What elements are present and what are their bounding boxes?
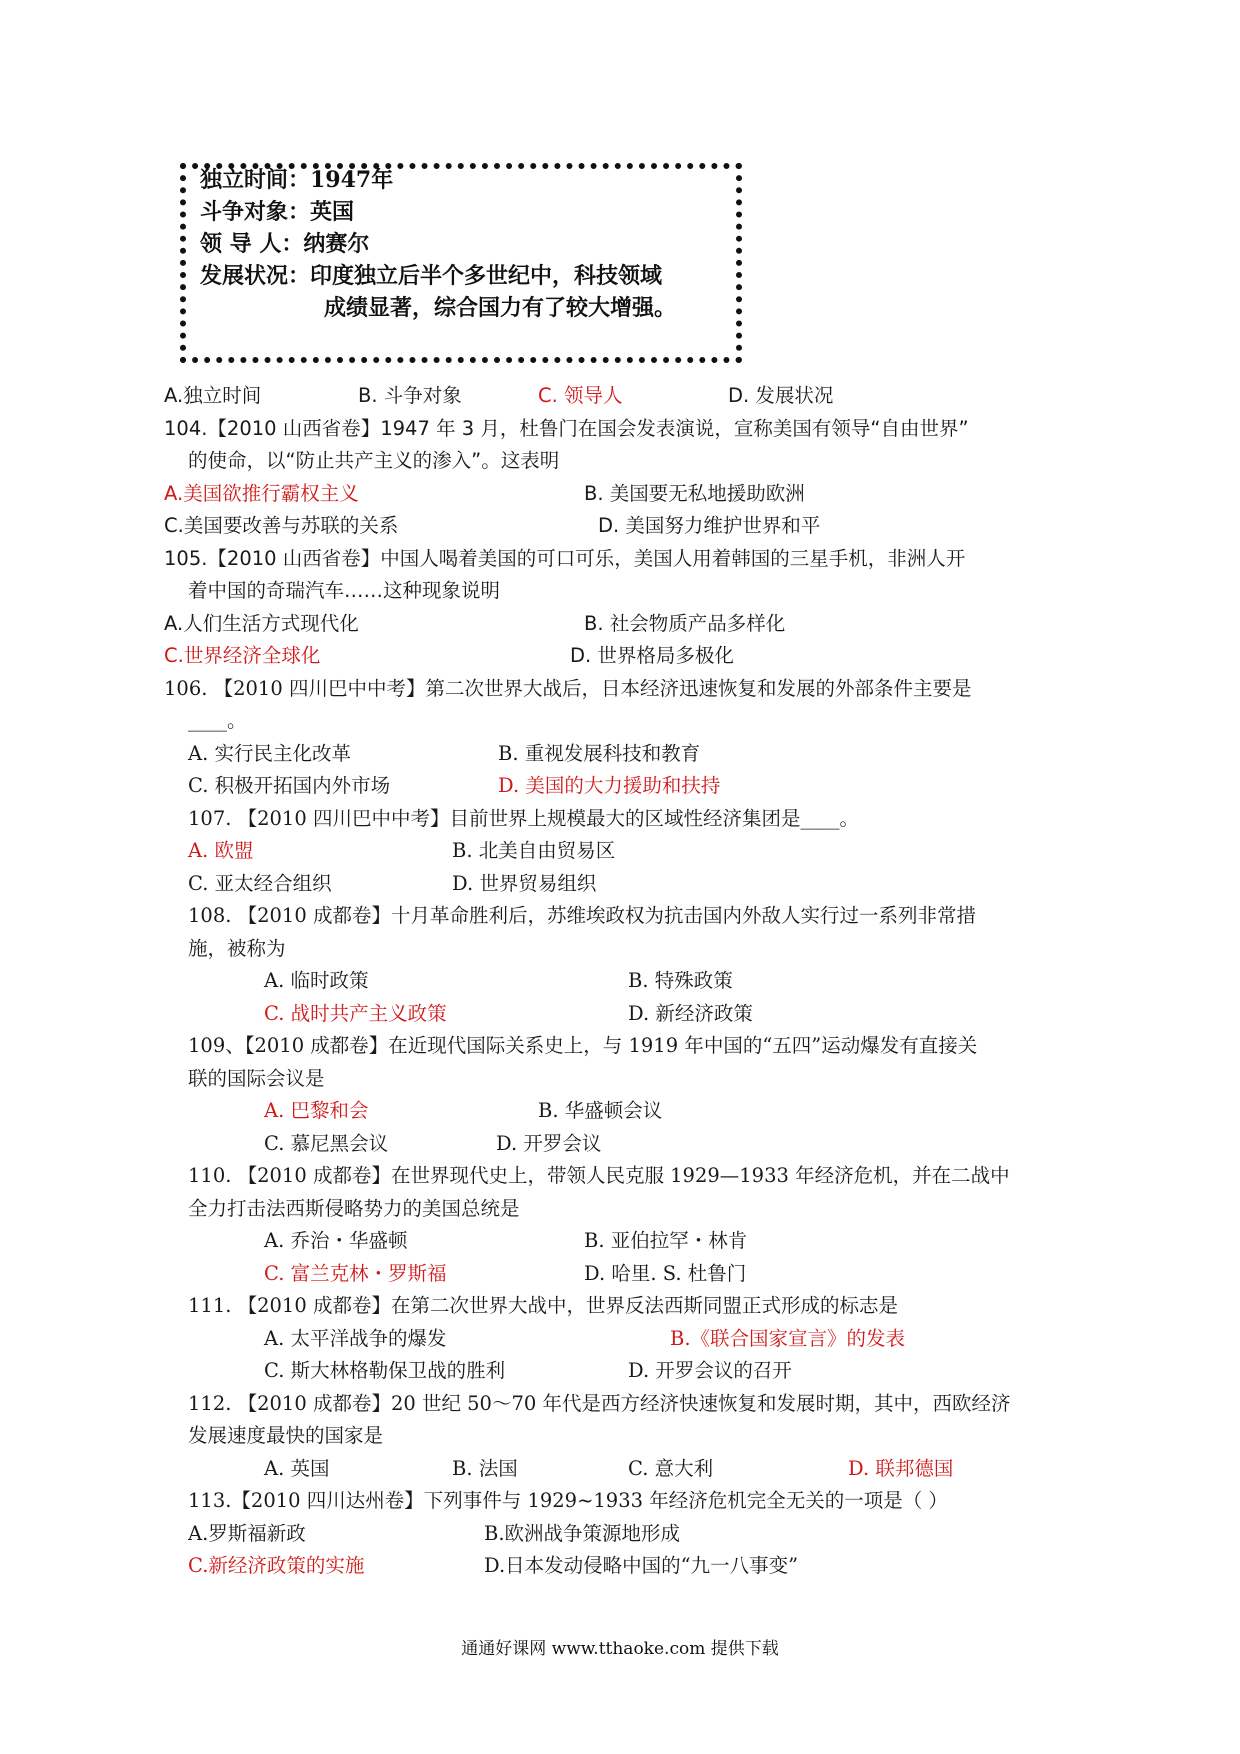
q104-option-d: D. 美国努力维护世界和平 bbox=[598, 514, 821, 537]
q107-option-c: C. 亚太经合组织 bbox=[188, 872, 332, 895]
q104-stem-line2: 的使命，以“防止共产主义的渗入”。这表明 bbox=[188, 449, 560, 472]
q111-stem-line1: 111. 【2010 成都卷】在第二次世界大战中，世界反法西斯同盟正式形成的标志是 bbox=[188, 1294, 898, 1317]
q105-option-b: B. 社会物质产品多样化 bbox=[584, 612, 786, 635]
q105-stem-line1: 105.【2010 山西省卷】中国人喝着美国的可口可乐，美国人用着韩国的三星手机，非洲人开 bbox=[164, 547, 966, 570]
q104-stem-line1: 104.【2010 山西省卷】1947 年 3 月，杜鲁门在国会发表演说，宣称美国有领导“自由世界” bbox=[164, 417, 969, 440]
q112-stem-line1: 112. 【2010 成都卷】20 世纪 50～70 年代是西方经济快速恢复和发展时期，其中，西欧经济 bbox=[188, 1392, 1011, 1415]
q103-option-a: A.独立时间 bbox=[164, 384, 262, 407]
q109-stem-line1: 109、【2010 成都卷】在近现代国际关系史上，与 1919 年中国的“五四”运动爆发有直接关 bbox=[188, 1034, 978, 1057]
q105-option-a: A.人们生活方式现代化 bbox=[164, 612, 359, 635]
q113-option-a: A.罗斯福新政 bbox=[188, 1522, 306, 1545]
info-box bbox=[180, 163, 742, 363]
q105-stem-line2: 着中国的奇瑞汽车……这种现象说明 bbox=[188, 579, 501, 602]
q106-option-a: A. 实行民主化改革 bbox=[188, 742, 351, 765]
q106-option-d: D. 美国的大力援助和扶持 bbox=[498, 774, 721, 797]
q112-option-c: C. 意大利 bbox=[628, 1457, 714, 1480]
info-line-leader: 领 导 人：纳赛尔 bbox=[200, 231, 370, 257]
q110-option-c: C. 富兰克林・罗斯福 bbox=[264, 1262, 447, 1285]
info-line-opponent: 斗争对象：英国 bbox=[200, 199, 355, 225]
q106-stem-line2: ____。 bbox=[188, 709, 247, 732]
q107-stem-line1: 107. 【2010 四川巴中中考】目前世界上规模最大的区域性经济集团是____。 bbox=[188, 807, 859, 830]
q111-option-c: C. 斯大林格勒保卫战的胜利 bbox=[264, 1359, 506, 1382]
q107-option-b: B. 北美自由贸易区 bbox=[452, 839, 616, 862]
info-line-independence: 独立时间：1947年 bbox=[200, 167, 394, 193]
q107-option-d: D. 世界贸易组织 bbox=[452, 872, 597, 895]
q106-option-c: C. 积极开拓国内外市场 bbox=[188, 774, 391, 797]
q108-stem-line2: 施，被称为 bbox=[188, 937, 286, 960]
q111-option-a: A. 太平洋战争的爆发 bbox=[264, 1327, 447, 1350]
q104-option-b: B. 美国要无私地援助欧洲 bbox=[584, 482, 805, 505]
q113-option-b: B.欧洲战争策源地形成 bbox=[484, 1522, 681, 1545]
page-footer: 通通好课网 www.tthaoke.com 提供下载 bbox=[461, 1639, 779, 1659]
q104-option-a: A.美国欲推行霸权主义 bbox=[164, 482, 359, 505]
q105-option-c: C.世界经济全球化 bbox=[164, 644, 321, 667]
q110-option-a: A. 乔治・华盛顿 bbox=[264, 1229, 408, 1252]
q105-option-d: D. 世界格局多极化 bbox=[570, 644, 734, 667]
q113-option-c: C.新经济政策的实施 bbox=[188, 1554, 365, 1577]
q110-stem-line1: 110. 【2010 成都卷】在世界现代史上，带领人民克服 1929—1933 年经济危机，并在二战中 bbox=[188, 1164, 1010, 1187]
q113-stem-line1: 113.【2010 四川达州卷】下列事件与 1929~1933 年经济危机完全无关的一项是（ ） bbox=[188, 1489, 948, 1512]
info-line-development: 发展状况：印度独立后半个多世纪中，科技领域 bbox=[200, 263, 663, 289]
q112-option-a: A. 英国 bbox=[264, 1457, 330, 1480]
q110-stem-line2: 全力打击法西斯侵略势力的美国总统是 bbox=[188, 1197, 520, 1220]
q108-option-c: C. 战时共产主义政策 bbox=[264, 1002, 447, 1025]
q108-stem-line1: 108. 【2010 成都卷】十月革命胜利后，苏维埃政权为抗击国内外敌人实行过一系列非常措 bbox=[188, 904, 976, 927]
q109-option-b: B. 华盛顿会议 bbox=[538, 1099, 663, 1122]
q111-option-b: B.《联合国家宣言》的发表 bbox=[670, 1327, 906, 1350]
q109-option-c: C. 慕尼黑会议 bbox=[264, 1132, 389, 1155]
q109-option-d: D. 开罗会议 bbox=[496, 1132, 602, 1155]
q109-stem-line2: 联的国际会议是 bbox=[188, 1067, 325, 1090]
q112-option-d: D. 联邦德国 bbox=[848, 1457, 954, 1480]
q104-option-c: C.美国要改善与苏联的关系 bbox=[164, 514, 399, 537]
q106-option-b: B. 重视发展科技和教育 bbox=[498, 742, 701, 765]
q110-option-d: D. 哈里. S. 杜鲁门 bbox=[584, 1262, 747, 1285]
q103-option-c: C. 领导人 bbox=[538, 384, 623, 407]
q103-option-b: B. 斗争对象 bbox=[358, 384, 462, 407]
q108-option-d: D. 新经济政策 bbox=[628, 1002, 753, 1025]
q103-option-d: D. 发展状况 bbox=[728, 384, 834, 407]
q112-stem-line2: 发展速度最快的国家是 bbox=[188, 1424, 384, 1447]
q107-option-a: A. 欧盟 bbox=[188, 839, 254, 862]
q108-option-a: A. 临时政策 bbox=[264, 969, 369, 992]
q111-option-d: D. 开罗会议的召开 bbox=[628, 1359, 792, 1382]
q110-option-b: B. 亚伯拉罕・林肯 bbox=[584, 1229, 748, 1252]
q112-option-b: B. 法国 bbox=[452, 1457, 518, 1480]
info-line-development-cont: 成绩显著，综合国力有了较大增强。 bbox=[324, 295, 677, 321]
q108-option-b: B. 特殊政策 bbox=[628, 969, 733, 992]
q109-option-a: A. 巴黎和会 bbox=[264, 1099, 369, 1122]
q106-stem-line1: 106. 【2010 四川巴中中考】第二次世界大战后，日本经济迅速恢复和发展的外部条件主要是 bbox=[164, 677, 972, 700]
q113-option-d: D.日本发动侵略中国的“九一八事变” bbox=[484, 1554, 799, 1577]
